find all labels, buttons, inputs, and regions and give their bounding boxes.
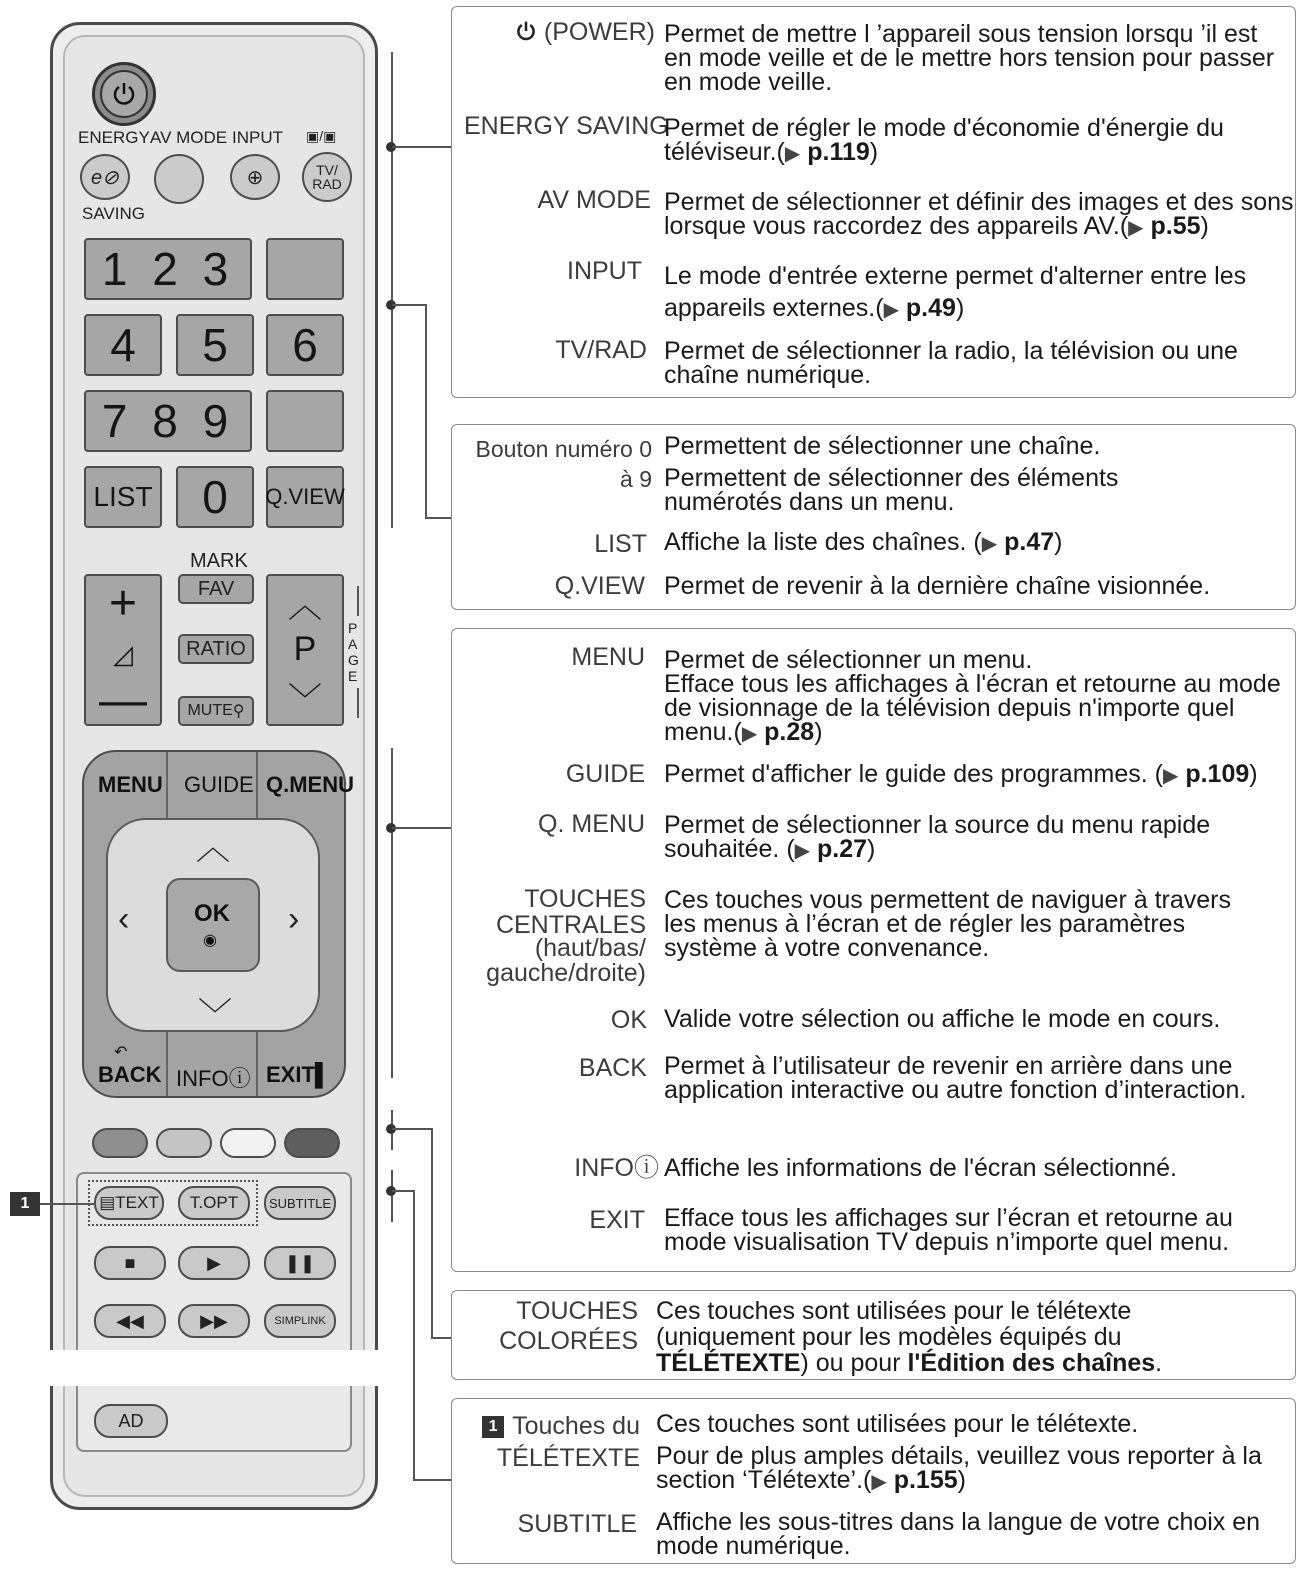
- down-arrow-icon[interactable]: ﹀: [198, 997, 232, 1035]
- volume-up-icon: +: [108, 576, 138, 630]
- input-text: Le mode d'entrée externe permet d'alterner entre les appareils externes.(: [664, 262, 1247, 322]
- number-buttons-term: Bouton numéro 0 à 9: [475, 436, 652, 492]
- ok-desc: Valide votre sélection ou affiche le mode en cours.: [664, 1005, 1221, 1033]
- qmenu-ref: p.27: [816, 835, 868, 863]
- info-term: [574, 1156, 659, 1181]
- blank-key-top[interactable]: [266, 238, 344, 300]
- play-arrow-icon: ▶: [871, 1471, 887, 1493]
- simplink-button[interactable]: SIMPLINK: [264, 1304, 336, 1338]
- colors-text-a: Ces touches sont utilisées pour le télétexte (uniquement pour les modèles équipés du: [656, 1297, 1132, 1351]
- tv-rad-button[interactable]: TV/ RAD: [302, 152, 352, 202]
- number-keys-789[interactable]: 7 8 9: [84, 390, 252, 452]
- list-desc: Affiche la liste des chaînes. (▶ p.47): [664, 528, 1063, 556]
- fast-forward-button[interactable]: [178, 1304, 250, 1338]
- play-button[interactable]: [178, 1246, 250, 1280]
- info-term-label: INFO: [574, 1154, 634, 1182]
- tvrad-desc: Permet de sélectionner la radio, la télévision ou une chaîne numérique.: [664, 337, 1238, 389]
- guide-ref: p.109: [1185, 760, 1250, 788]
- energy-saving-button[interactable]: e⊘: [80, 154, 130, 200]
- av-mode-text: Permet de sélectionner et définir des images et des sons lorsque vous raccordez des appareils AV.(: [664, 188, 1294, 240]
- list-button[interactable]: LIST: [84, 466, 162, 528]
- rewind-icon: ◀◀: [116, 1310, 144, 1331]
- program-rocker[interactable]: [266, 574, 344, 726]
- connector: [413, 1190, 415, 1480]
- number-desc-1: Permettent de sélectionner une chaîne.: [664, 432, 1101, 460]
- exit-icon: ▌: [314, 1062, 331, 1087]
- colors-text-d: l'Édition des chaînes: [907, 1349, 1156, 1377]
- touches-centrales-desc: Ces touches vous permettent de naviguer à travers les menus à l’écran et de régler les paramètres système à votre convenance.: [664, 886, 1231, 962]
- stop-button[interactable]: [94, 1246, 166, 1280]
- power-term-label: (POWER): [543, 18, 655, 46]
- connector: [413, 1479, 451, 1481]
- menu-ref: p.28: [764, 718, 815, 746]
- touches-centrales-term: TOUCHES CENTRALES: [495, 885, 646, 939]
- power-term: [515, 20, 655, 45]
- power-desc: Permet de mettre l ’appareil sous tension lorsqu ’il est en mode veille et de le mettre hors tension pour passer en mode veille.: [664, 20, 1275, 96]
- guide-desc: Permet d'afficher le guide des programmes. (▶ p.109): [664, 760, 1258, 788]
- menu-term: MENU: [571, 643, 645, 671]
- play-arrow-icon: ▶: [784, 143, 801, 165]
- guide-text: Permet d'afficher le guide des programmes. (: [664, 760, 1163, 788]
- pause-icon: ❚❚: [284, 1252, 316, 1273]
- back-arrow-icon: ↶: [114, 1044, 128, 1061]
- ok-dot-icon: ◉: [203, 932, 217, 949]
- touches-colorees-term: TOUCHES COLORÉES: [499, 1297, 638, 1355]
- info-desc: Affiche les informations de l'écran sélectionné.: [664, 1154, 1177, 1182]
- connector: [431, 1128, 433, 1338]
- teletext-text: Pour de plus amples détails, veuillez vous reporter à la section ‘Télétexte’.(: [656, 1442, 1262, 1494]
- nav-divider: [166, 1032, 168, 1096]
- input-desc: Le mode d'entrée externe permet d'alterner entre les appareils externes.(▶ p.49): [664, 262, 1247, 322]
- back-desc: Permet à l’utilisateur de revenir en arrière dans une application interactive ou autre fonction d’interaction.: [664, 1052, 1247, 1104]
- blank-key-bottom[interactable]: [266, 390, 344, 452]
- ok-label: OK: [194, 900, 230, 927]
- touches-centrales-sub: (haut/bas/ gauche/droite): [486, 934, 646, 987]
- energy-label: ENERGY: [78, 128, 150, 147]
- volume-down-icon: —: [99, 674, 147, 728]
- ratio-button[interactable]: RATIO: [178, 634, 254, 664]
- list-text: Affiche la liste des chaînes. (: [664, 528, 982, 556]
- chevron-down-icon: ﹀: [288, 682, 322, 721]
- menu-button[interactable]: MENU: [98, 772, 163, 797]
- text-button[interactable]: [94, 1186, 164, 1220]
- fast-forward-icon: ▶▶: [200, 1310, 228, 1331]
- teletext-term-badge: 1: [482, 1416, 504, 1438]
- power-icon: [111, 81, 137, 107]
- pause-button[interactable]: [264, 1246, 336, 1280]
- qmenu-text: Permet de sélectionner la source du menu rapide souhaitée. (: [664, 811, 1211, 863]
- av-mode-term: AV MODE: [537, 186, 651, 214]
- page-line-bottom: [357, 688, 359, 718]
- saving-label: SAVING: [82, 204, 145, 223]
- av-mode-ref: p.55: [1150, 212, 1201, 240]
- connector: [392, 827, 452, 829]
- play-arrow-icon: ▶: [794, 840, 811, 862]
- fav-button[interactable]: FAV: [178, 574, 254, 604]
- play-arrow-icon: ▶: [741, 723, 758, 745]
- guide-button[interactable]: GUIDE: [184, 772, 254, 797]
- green-color-key[interactable]: [156, 1128, 212, 1158]
- exit-button[interactable]: [266, 1062, 331, 1088]
- volume-rocker[interactable]: [84, 574, 162, 726]
- tvrad-icon: ▣/▣: [306, 128, 337, 144]
- badge-leader: [40, 1203, 96, 1205]
- rewind-button[interactable]: [94, 1304, 166, 1338]
- energy-saving-desc: Permet de régler le mode d'économie d'énergie du téléviseur.(▶ p.119): [664, 114, 1224, 166]
- teletext-icon: ▤: [99, 1193, 116, 1212]
- connector: [392, 304, 426, 306]
- number-keys-123[interactable]: 1 2 3: [84, 238, 252, 300]
- teletext-desc-1: Ces touches sont utilisées pour le télétexte.: [656, 1410, 1139, 1438]
- number-key-5[interactable]: 5: [176, 314, 254, 376]
- touches-colorees-desc: [656, 1298, 1266, 1376]
- energy-saving-text: Permet de régler le mode d'économie d'énergie du téléviseur.(: [664, 114, 1224, 166]
- info-label: INFO: [176, 1066, 229, 1091]
- connector: [392, 1190, 414, 1192]
- input-button[interactable]: ⊕: [230, 154, 280, 200]
- mute-button[interactable]: [178, 696, 254, 726]
- number-desc-2: Permettent de sélectionner des éléments numérotés dans un menu.: [664, 464, 1119, 516]
- play-arrow-icon: ▶: [981, 533, 998, 555]
- exit-label: EXIT: [266, 1062, 315, 1087]
- tvrad-term: TV/RAD: [555, 336, 647, 364]
- exit-term: EXIT: [589, 1206, 645, 1234]
- blue-color-key[interactable]: [284, 1128, 340, 1158]
- power-icon: [515, 20, 537, 42]
- subtitle-button[interactable]: SUBTITLE: [264, 1186, 336, 1220]
- info-icon: ⓘ: [228, 1066, 251, 1091]
- connector: [431, 1337, 451, 1339]
- p-label: P: [293, 630, 317, 669]
- number-key-6[interactable]: 6: [266, 314, 344, 376]
- qmenu-desc: Permet de sélectionner la source du menu rapide souhaitée. (▶ p.27): [664, 811, 1211, 863]
- page-label: P A G E: [348, 620, 359, 684]
- qview-desc: Permet de revenir à la dernière chaîne visionnée.: [664, 572, 1211, 600]
- menu-desc-2: Efface tous les affichages à l'écran et retourne au mode de visionnage de la télévision depuis n'importe quel menu.(▶ p.28): [664, 670, 1281, 746]
- connector: [392, 146, 452, 148]
- connector: [425, 304, 427, 518]
- play-arrow-icon: ▶: [1163, 765, 1179, 787]
- back-term: BACK: [578, 1054, 647, 1082]
- energy-saving-ref: p.119: [807, 138, 870, 166]
- stop-icon: ■: [124, 1252, 136, 1273]
- input-term: INPUT: [567, 257, 642, 285]
- text-label: TEXT: [115, 1193, 159, 1212]
- nav-divider: [166, 752, 168, 818]
- info-button[interactable]: [176, 1062, 251, 1093]
- avmode-label: AV MODE: [150, 128, 228, 147]
- qmenu-term: Q. MENU: [538, 810, 645, 838]
- input-ref: p.49: [905, 294, 956, 322]
- mark-label: MARK: [190, 550, 248, 572]
- back-button[interactable]: BACK: [98, 1062, 162, 1087]
- teletext-ref: p.155: [893, 1466, 958, 1494]
- red-color-key[interactable]: [92, 1128, 148, 1158]
- nav-divider: [256, 752, 258, 818]
- remote-gap: [0, 1350, 450, 1386]
- colors-text-b: TÉLÉTEXTE: [656, 1349, 801, 1377]
- nav-divider: [256, 1032, 258, 1096]
- teletext-badge: 1: [10, 1192, 40, 1216]
- av-mode-desc: Permet de sélectionner et définir des images et des sons lorsque vous raccordez des appareils AV.(▶ p.55): [664, 188, 1294, 240]
- connector: [392, 1128, 432, 1130]
- energy-saving-term: ENERGY SAVING: [464, 112, 669, 140]
- menu-desc-1: Permet de sélectionner un menu.: [664, 646, 1033, 674]
- menu-text: Efface tous les affichages à l'écran et retourne au mode de visionnage de la télévision depuis n'importe quel menu.(: [664, 670, 1281, 746]
- volume-icon: ◿: [113, 639, 133, 670]
- exit-desc: Efface tous les affichages sur l’écran et retourne au mode visualisation TV depuis n’importe quel menu.: [664, 1204, 1233, 1256]
- subtitle-term: SUBTITLE: [517, 1510, 637, 1538]
- qview-button[interactable]: Q.VIEW: [266, 466, 344, 528]
- info-icon: ⓘ: [633, 1154, 659, 1182]
- qmenu-button[interactable]: Q.MENU: [266, 772, 354, 797]
- mute-label: MUTE: [187, 702, 233, 719]
- teletext-term-label: Touches du TÉLÉTEXTE: [496, 1412, 640, 1472]
- list-ref: p.47: [1004, 528, 1055, 556]
- colors-text-e: .: [1155, 1349, 1163, 1377]
- bracket-line: [391, 1170, 393, 1222]
- ok-term: OK: [610, 1006, 647, 1034]
- chevron-up-icon: ︿: [288, 586, 322, 625]
- topt-button[interactable]: T.OPT: [178, 1186, 250, 1220]
- play-icon: ▶: [207, 1252, 221, 1273]
- bracket-line: [391, 228, 393, 528]
- play-arrow-icon: ▶: [1128, 217, 1144, 239]
- list-term: LIST: [594, 530, 647, 558]
- up-arrow-icon[interactable]: ︿: [196, 829, 230, 867]
- number-key-4[interactable]: 4: [84, 314, 162, 376]
- colors-text-c: ) ou pour: [800, 1349, 901, 1377]
- input-label: INPUT: [232, 128, 283, 147]
- power-button[interactable]: [92, 62, 156, 126]
- bracket-line: [391, 748, 393, 1078]
- av-mode-button[interactable]: [154, 154, 204, 204]
- yellow-color-key[interactable]: [220, 1128, 276, 1158]
- page-line-top: [357, 586, 359, 616]
- right-arrow-icon[interactable]: ›: [288, 900, 300, 938]
- teletext-term: [458, 1410, 640, 1474]
- play-arrow-icon: ▶: [883, 299, 899, 321]
- number-key-0[interactable]: 0: [176, 466, 254, 528]
- connector: [425, 517, 451, 519]
- ad-button[interactable]: AD: [94, 1404, 168, 1438]
- guide-term: GUIDE: [565, 760, 645, 788]
- qview-term: Q.VIEW: [554, 572, 645, 600]
- subtitle-desc: Affiche les sous-titres dans la langue de votre choix en mode numérique.: [656, 1508, 1261, 1560]
- left-arrow-icon[interactable]: ‹: [118, 900, 130, 938]
- mute-icon: ⚲: [232, 703, 245, 720]
- teletext-desc-2: Pour de plus amples détails, veuillez vous reporter à la section ‘Télétexte’.(▶ p.155): [656, 1442, 1262, 1494]
